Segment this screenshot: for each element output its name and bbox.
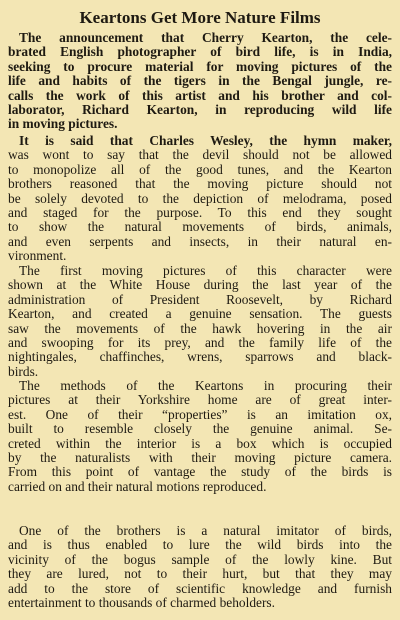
- article-paragraph: [8, 134, 392, 264]
- text-line: in moving pictures.: [8, 116, 118, 132]
- text-line: administration of President Roosevelt, by Richard: [8, 291, 392, 307]
- text-line: and swooping for its prey, and the family life of the: [8, 334, 392, 350]
- text-line: brothers reasoned that the moving picture should not: [8, 176, 392, 192]
- text-line: saw the movements of the hawk hovering in the air: [8, 320, 392, 336]
- text-line: calls the work of this artist and his brother and col-: [8, 87, 392, 103]
- text-line: From this point of vantage the study of the birds is: [8, 464, 392, 480]
- text-line: to show the natural movements of birds, animals,: [8, 219, 392, 235]
- text-line: The announcement that Cherry Kearton, the cele-: [19, 30, 392, 45]
- text-line: One of the brothers is a natural imitator of birds,: [19, 523, 392, 538]
- text-line: nightingales, chaffinches, wrens, sparrows and black-: [8, 349, 392, 365]
- text-line: pictures at their Yorkshire home are of great inter-: [8, 392, 392, 408]
- text-line: vironment.: [8, 248, 67, 264]
- article-paragraph: [8, 31, 392, 132]
- text-line: laborator, Richard Kearton, in reproducing wild life: [8, 101, 392, 117]
- text-line: est. One of their “properties” is an imitation ox,: [8, 406, 392, 422]
- text-line: carried on and their natural motions reproduced.: [8, 478, 267, 494]
- text-line: and is thus enabled to lure the wild birds into the: [8, 537, 392, 553]
- text-line: seeking to procure material for moving pictures of the: [8, 58, 392, 74]
- article-paragraph: [8, 264, 392, 379]
- text-line: built to resemble closely the genuine animal. Se-: [8, 421, 392, 437]
- text-line: Kearton, and created a genuine sensation. The guests: [8, 306, 392, 322]
- text-line: life and habits of the tigers in the Bengal jungle, re-: [8, 73, 392, 89]
- text-line: they are lured, not to their hurt, but that they may: [8, 566, 392, 582]
- text-line: by the naturalists with their moving picture camera.: [8, 449, 392, 465]
- text-line: and even serpents and insects, in their natural en-: [8, 233, 392, 249]
- article-title: Keartons Get More Nature Films: [79, 8, 321, 27]
- text-line: birds.: [8, 363, 39, 379]
- text-line: be solely devoted to the depiction of melodrama, posed: [8, 190, 392, 206]
- text-line: and staged for the purpose. To this end they sought: [8, 204, 392, 220]
- text-line: entertainment to thousands of charmed beholders.: [8, 594, 275, 610]
- text-line: vicinity of the bogus sample of the lowly kine. But: [8, 551, 392, 567]
- text-line: The first moving pictures of this character were: [19, 263, 392, 278]
- text-line: shown at the White House during the last year of the: [8, 277, 392, 293]
- text-line: was wont to say that the devil should not be allowed: [8, 147, 392, 163]
- article-paragraph: [8, 524, 392, 610]
- text-line: It is said that Charles Wesley, the hymn maker,: [19, 133, 392, 148]
- text-line: to monopolize all of the good tunes, and the Kearton: [8, 161, 392, 177]
- text-line: The methods of the Keartons in procuring their: [19, 378, 392, 393]
- text-line: add to the store of scientific knowledge and furnish: [8, 580, 392, 596]
- text-line: brated English photographer of bird life, is in India,: [8, 44, 392, 60]
- text-line: creted within the interior is a box which is occupied: [8, 435, 392, 451]
- article-paragraph: [8, 379, 392, 494]
